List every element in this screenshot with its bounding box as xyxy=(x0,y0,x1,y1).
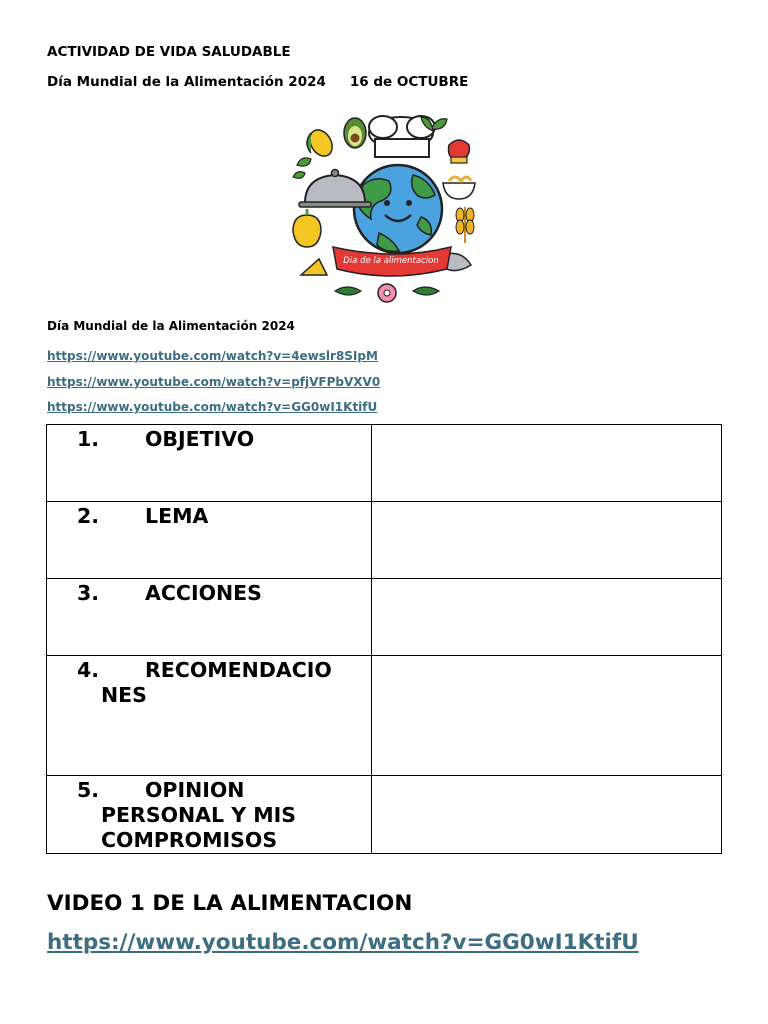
answer-cell[interactable] xyxy=(372,502,722,579)
question-number: 1. xyxy=(77,427,100,451)
video-link[interactable]: https://www.youtube.com/watch?v=GG0wI1KtifU xyxy=(47,930,639,955)
table-row xyxy=(47,425,722,502)
pepper-icon xyxy=(293,209,321,247)
resource-link-1[interactable]: https://www.youtube.com/watch?v=4ewslr8SIpM xyxy=(47,349,378,363)
question-cell xyxy=(47,579,372,656)
question-number: 5. xyxy=(77,778,100,802)
resource-link-3[interactable]: https://www.youtube.com/watch?v=GG0wI1KtifU xyxy=(47,400,378,414)
corn-icon xyxy=(305,126,336,160)
earth-chef-food-icon xyxy=(283,105,487,305)
question-cell xyxy=(47,425,372,502)
cheese-icon xyxy=(301,259,327,275)
question-text: OBJETIVO xyxy=(145,427,255,451)
wheat-icon xyxy=(456,207,474,243)
question-text: ACCIONES xyxy=(145,581,262,605)
question-text-cont: NES xyxy=(101,683,147,707)
avocado-icon xyxy=(344,118,366,148)
question-text: RECOMENDACIO xyxy=(145,658,332,682)
video-title: VIDEO 1 DE LA ALIMENTACION xyxy=(47,891,413,916)
question-text: OPINION xyxy=(145,778,245,802)
resources-heading: Día Mundial de la Alimentación 2024 xyxy=(47,319,295,333)
cloche-icon xyxy=(299,170,371,208)
question-cell xyxy=(47,776,372,854)
question-number: 3. xyxy=(77,581,100,605)
question-text-cont: PERSONAL Y MIS xyxy=(101,803,297,827)
event-date: 16 de OCTUBRE xyxy=(349,74,469,90)
answer-cell[interactable] xyxy=(372,579,722,656)
answer-cell[interactable] xyxy=(372,425,722,502)
table-row xyxy=(47,776,722,854)
activity-title: ACTIVIDAD DE VIDA SALUDABLE xyxy=(47,44,291,60)
resource-link-2[interactable]: https://www.youtube.com/watch?v=pfjVFPbVXV0 xyxy=(47,375,381,389)
question-text-cont: COMPROMISOS xyxy=(101,828,278,852)
question-text: LEMA xyxy=(145,504,209,528)
noodle-bowl-icon xyxy=(443,177,475,199)
table-row xyxy=(47,579,722,656)
event-line xyxy=(47,74,468,90)
event-title: Día Mundial de la Alimentación 2024 xyxy=(47,74,326,90)
cupcake-icon xyxy=(449,140,470,163)
table-row xyxy=(47,656,722,776)
question-cell xyxy=(47,502,372,579)
question-number: 4. xyxy=(77,658,100,682)
globe-icon xyxy=(354,165,442,253)
question-number: 2. xyxy=(77,504,100,528)
table-row xyxy=(47,502,722,579)
question-cell xyxy=(47,656,372,776)
task-table xyxy=(46,424,722,854)
donut-icon xyxy=(378,284,396,302)
answer-cell[interactable] xyxy=(372,776,722,854)
leaf-icon xyxy=(293,158,311,178)
banner-text: Dia de la alimentacion xyxy=(343,256,439,266)
answer-cell[interactable] xyxy=(372,656,722,776)
